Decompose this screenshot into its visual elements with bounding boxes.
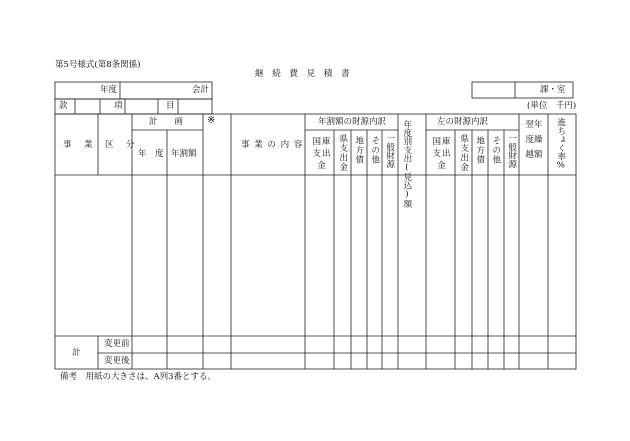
- progress-header: 進ちょく率%: [555, 118, 566, 171]
- document-title: 継 続 費 見 積 書: [255, 69, 353, 79]
- chihousai-header: 地方債: [353, 136, 364, 165]
- left-source-header: 左の財源内訳: [437, 117, 489, 127]
- carry-header: 翌年度繰越額: [525, 120, 543, 160]
- dept-label: 課・室: [540, 85, 566, 95]
- moku-label: 目: [166, 101, 175, 111]
- note: 備考 用紙の大きさは、A列3番とする。: [60, 372, 217, 382]
- form-number: 第5号様式(第8条関係): [55, 60, 141, 70]
- plan-year-header: 年 度: [138, 149, 164, 159]
- unit-label: (単位 千円): [527, 101, 577, 111]
- annual-source-header: 年割額の財源内訳: [318, 117, 387, 127]
- ippan2-header: 一般財源: [506, 134, 517, 168]
- kokko-header: 国庫支出金: [312, 137, 332, 171]
- content-header: 事 業 の 内 容: [241, 140, 304, 150]
- before-label: 変更前: [104, 339, 130, 349]
- plan-header: 計 画: [149, 117, 184, 127]
- kokko2-header: 国庫支出金: [432, 137, 452, 171]
- account-label: 会計: [192, 85, 210, 95]
- sonota2-header: その他: [490, 136, 501, 165]
- year-label: 年度: [100, 85, 118, 95]
- sonota-header: その他: [369, 136, 380, 165]
- after-label: 変更後: [104, 356, 130, 366]
- mark-header: ※: [207, 115, 216, 126]
- total-label: 計: [72, 348, 81, 358]
- kan-label: 款: [59, 101, 68, 111]
- kenshi-header: 県支出金: [337, 134, 348, 172]
- chihousai2-header: 地方債: [474, 136, 485, 165]
- kou-label: 項: [114, 101, 123, 111]
- mikomi-header: 年度別支出(見込)額: [401, 120, 412, 208]
- ippan-header: 一般財源: [384, 134, 395, 168]
- plan-total-header: 年割額: [171, 149, 197, 159]
- category-header: 事 業 区 分: [63, 140, 137, 150]
- kenshi2-header: 県支出金: [458, 134, 469, 172]
